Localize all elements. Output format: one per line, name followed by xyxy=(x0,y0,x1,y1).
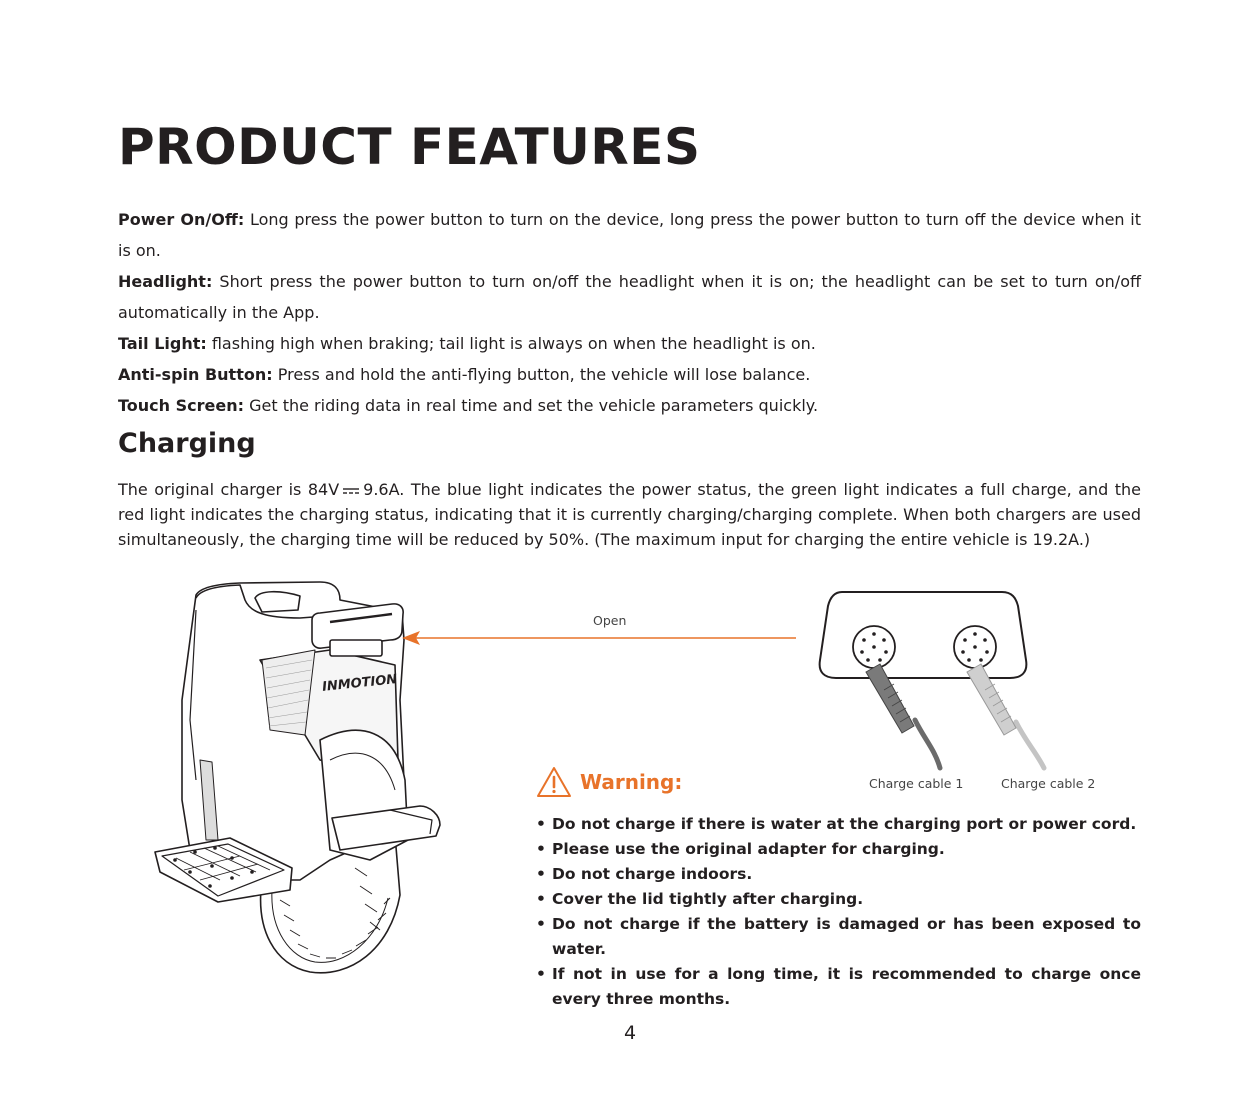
warning-heading xyxy=(536,766,682,798)
charging-text-after: 9.6A. The blue light indicates the power status, the green light indicates a full charge, and the red light indicates the charging status, indicating that it is currently charging/charging complete. When both chargers are used simultaneously, the charging time will be reduced by 50%. (The maximum input for charging the entire vehicle is 19.2A.) xyxy=(118,480,1142,549)
feature-label: Headlight: xyxy=(118,272,213,291)
warning-item: • Cover the lid tightly after charging. xyxy=(536,887,1141,912)
brand-wordmark: INMOTION xyxy=(321,672,398,695)
feature-text: Short press the power button to turn on/off the headlight when it is on; the headlight can be set to turn on/off automatically in the App. xyxy=(118,272,1141,322)
unicycle-illustration xyxy=(155,582,440,973)
feature-label: Tail Light: xyxy=(118,334,207,353)
warning-triangle-icon xyxy=(536,766,572,798)
warning-item: • Please use the original adapter for charging. xyxy=(536,837,1141,862)
page-number: 4 xyxy=(623,1022,637,1044)
cable-2-label: Charge cable 2 xyxy=(1001,776,1096,791)
charge-cable-1 xyxy=(866,664,940,768)
charge-cable-2 xyxy=(967,664,1044,768)
cable-1-label: Charge cable 1 xyxy=(869,776,964,791)
feature-text: flashing high when braking; tail light is always on when the headlight is on. xyxy=(206,334,816,353)
charging-heading: Charging xyxy=(118,428,256,459)
feature-label: Power On/Off: xyxy=(118,210,245,229)
charging-text-before: The original charger is 84V xyxy=(118,480,340,499)
feature-label: Anti-spin Button: xyxy=(118,365,273,384)
warning-item: • Do not charge if the battery is damaged or has been exposed to water. xyxy=(536,912,1141,962)
charging-port-panel xyxy=(820,592,1027,678)
warning-item: • Do not charge if there is water at the charging port or power cord. xyxy=(536,812,1141,837)
feature-text: Press and hold the anti-flying button, the vehicle will lose balance. xyxy=(272,365,811,384)
feature-label: Touch Screen: xyxy=(118,396,245,415)
warning-list xyxy=(536,812,1141,1012)
warning-item: • Do not charge indoors. xyxy=(536,862,1141,887)
warning-item: • If not in use for a long time, it is recommended to charge once every three months. xyxy=(536,962,1141,1012)
page-title: PRODUCT FEATURES xyxy=(118,118,701,176)
feature-text: Get the riding data in real time and set the vehicle parameters quickly. xyxy=(244,396,819,415)
feature-text: Long press the power button to turn on the device, long press the power button to turn off the device when it is on. xyxy=(118,210,1141,260)
warning-label: Warning: xyxy=(580,770,683,794)
open-label: Open xyxy=(593,613,627,628)
